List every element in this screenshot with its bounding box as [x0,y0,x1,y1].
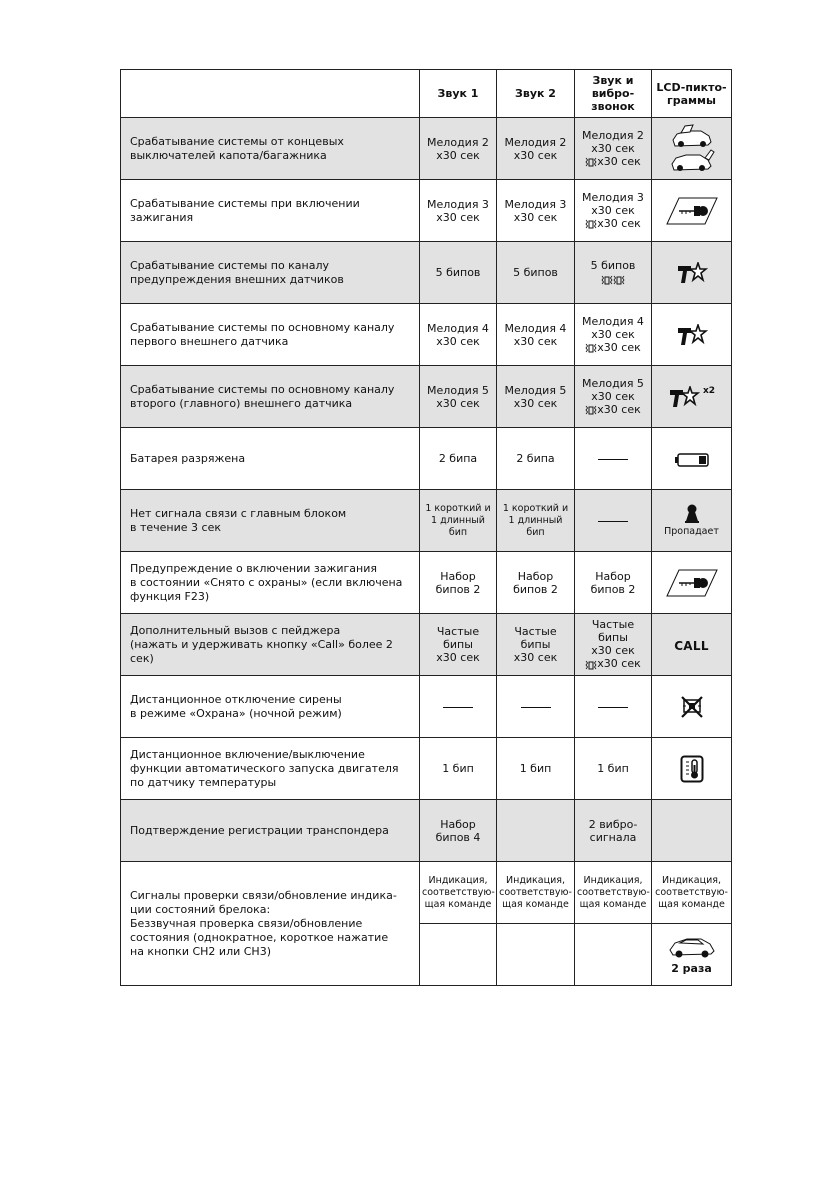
header-event [121,70,420,118]
sound-vibro-cell [575,428,652,490]
vibration-icon [585,342,597,355]
sound-vibro-cell: 5 бипов [575,242,652,304]
table-row [121,800,732,862]
sound2-cell: Мелодия 5 x30 сек [497,366,575,428]
event-description: Батарея разряжена [121,428,420,490]
sound-vibro-cell [575,490,652,552]
sound2-cell [497,676,575,738]
sound2-cell: 2 бипа [497,428,575,490]
table-row [121,490,732,552]
sound-vibro-cell: Мелодия 3 x30 сек x30 сек [575,180,652,242]
event-description: Дистанционное отключение сирены в режиме «Охрана» (ночной режим) [121,676,420,738]
header-sound2: Звук 2 [497,70,575,118]
car-icon [667,937,717,956]
signals-table [120,69,732,986]
event-description: Дистанционное включение/выключение функции автоматического запуска двигателя по датчику температуры [121,738,420,800]
header-row [121,70,732,118]
sound2-cell [497,924,575,986]
sound2-cell: Мелодия 2 x30 сек [497,118,575,180]
ignition-key-icon [652,180,732,242]
multiplier-label: x2 [702,386,716,396]
sound-vibro-cell: 2 вибро- сигнала [575,800,652,862]
lcd-cell: Индикация, соответствую- щая команде [652,862,732,924]
table-row [121,862,732,924]
lcd-cell [652,924,732,986]
sound-vibro-cell: Мелодия 2 x30 сек x30 сек [575,118,652,180]
sound2-cell: Мелодия 3 x30 сек [497,180,575,242]
sound2-cell: Индикация, соответствую- щая команде [497,862,575,924]
vibration-icon [585,404,597,417]
sound-vibro-cell: Частые бипы x30 сек x30 сек [575,614,652,676]
sound-vibro-cell [575,676,652,738]
sound-vibro-cell: Набор бипов 2 [575,552,652,614]
sound-vibro-cell [575,924,652,986]
dash [598,707,628,708]
header-lcd: LCD-пикто- граммы [652,70,732,118]
sound-vibro-cell: 1 бип [575,738,652,800]
table-row [121,552,732,614]
sound1-cell: Мелодия 2 x30 сек [420,118,497,180]
sound2-cell: Набор бипов 2 [497,552,575,614]
hammer-shock-icon [652,366,732,428]
event-description: Срабатывание системы от концевых выключателей капота/багажника [121,118,420,180]
vibration-icon [585,156,597,169]
table-row [121,366,732,428]
sound2-cell: 1 бип [497,738,575,800]
sound1-cell: 2 бипа [420,428,497,490]
sound1-cell: 1 короткий и 1 длинный бип [420,490,497,552]
vibration-icon [585,658,597,671]
dash [521,707,551,708]
table-row [121,180,732,242]
car-hood-trunk-icon [652,118,732,180]
sound1-cell: 1 бип [420,738,497,800]
sound2-cell: Мелодия 4 x30 сек [497,304,575,366]
sound1-cell [420,676,497,738]
sound1-cell: Мелодия 5 x30 сек [420,366,497,428]
table-row [121,614,732,676]
sound2-cell [497,800,575,862]
sound1-cell: Набор бипов 2 [420,552,497,614]
vibration-icon [613,273,625,286]
thermometer-icon [652,738,732,800]
table-row [121,304,732,366]
vibration-icon [585,218,597,231]
vibration-icon [601,273,613,286]
sound1-cell [420,924,497,986]
event-description: Сигналы проверки связи/обновление индика- ции состояний брелока: Беззвучная проверка связи/обновление состояния (однократное, короткое нажатие на кнопки CH2 или CH3) [121,862,420,986]
lcd-cell [652,800,732,862]
siren-off-icon [652,676,732,738]
event-description: Нет сигнала связи с главным блоком в течение 3 сек [121,490,420,552]
hammer-shock-icon [652,242,732,304]
keyhole-icon [685,504,699,523]
sound-vibro-cell: Индикация, соответствую- щая команде [575,862,652,924]
sound-vibro-cell: Мелодия 5 x30 сек x30 сек [575,366,652,428]
sound2-cell: Частые бипы x30 сек [497,614,575,676]
sound1-cell: Мелодия 4 x30 сек [420,304,497,366]
sound1-cell: 5 бипов [420,242,497,304]
header-sound1: Звук 1 [420,70,497,118]
sound2-cell: 1 короткий и 1 длинный бип [497,490,575,552]
sound-vibro-cell: Мелодия 4 x30 сек x30 сек [575,304,652,366]
table-row [121,118,732,180]
table-row [121,738,732,800]
sound1-cell: Мелодия 3 x30 сек [420,180,497,242]
event-description: Срабатывание системы по основному каналу первого внешнего датчика [121,304,420,366]
ignition-key-icon [652,552,732,614]
icon-caption: 2 раза [671,962,712,975]
hammer-shock-icon [652,304,732,366]
keyhole-cell [652,490,732,552]
dash [598,521,628,522]
event-description: Предупреждение о включении зажигания в состоянии «Снято с охраны» (если включена функция F23) [121,552,420,614]
sound1-cell: Индикация, соответствую- щая команде [420,862,497,924]
event-description: Дополнительный вызов с пейджера (нажать и удерживать кнопку «Call» более 2 сек) [121,614,420,676]
low-battery-icon [652,428,732,490]
sound2-cell: 5 бипов [497,242,575,304]
table-row [121,242,732,304]
header-sound-vibro: Звук и вибро- звонок [575,70,652,118]
event-description: Срабатывание системы по основному каналу второго (главного) внешнего датчика [121,366,420,428]
table-row [121,676,732,738]
dash [443,707,473,708]
event-description: Подтверждение регистрации транспондера [121,800,420,862]
sound1-cell: Частые бипы x30 сек [420,614,497,676]
event-description: Срабатывание системы при включении зажигания [121,180,420,242]
dash [598,459,628,460]
call-label: CALL [652,614,732,676]
table-row [121,428,732,490]
icon-caption: Пропадает [664,526,719,538]
sound1-cell: Набор бипов 4 [420,800,497,862]
event-description: Срабатывание системы по каналу предупреждения внешних датчиков [121,242,420,304]
